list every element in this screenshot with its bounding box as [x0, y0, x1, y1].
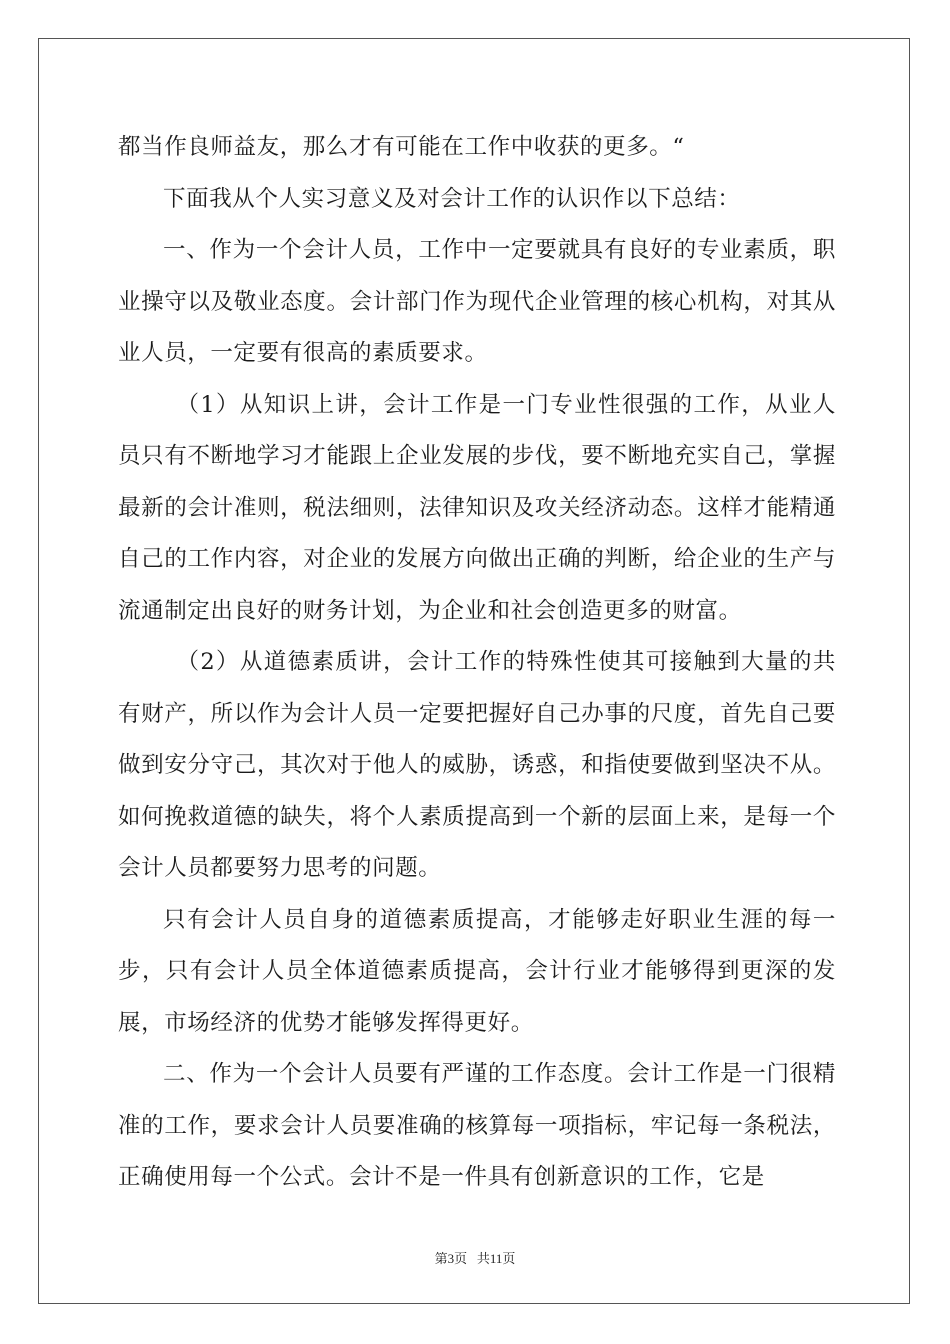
document-body [118, 122, 836, 1204]
paragraph-morality: （2）从道德素质讲，会计工作的特殊性使其可接触到大量的共有财产，所以作为会计人员一定要把握好自己办事的尺度，首先自己要做到安分守己，其次对于他人的威胁，诱惑，和指使要做到坚决不从。如何挽救道德的缺失，将个人素质提高到一个新的层面上来，是每一个会计人员都要努力思考的问题。 [118, 649, 836, 881]
page-total: 共11页 [476, 1251, 516, 1266]
paragraph-knowledge: （1）从知识上讲，会计工作是一门专业性很强的工作，从业人员只有不断地学习才能跟上企业发展的步伐，要不断地充实自己，掌握最新的会计准则，税法细则，法律知识及攻关经济动态。这样才能精通自己的工作内容，对企业的发展方向做出正确的判断，给企业的生产与流通制定出良好的财务计划，为企业和社会创造更多的财富。 [118, 391, 836, 624]
paragraph-summary-intro: 下面我从个人实习意义及对会计工作的认识作以下总结： [163, 185, 741, 212]
paragraph-section-two: 二、作为一个会计人员要有严谨的工作态度。会计工作是一门很精准的工作，要求会计人员要准确的核算每一项指标，牢记每一条税法，正确使用每一个公式。会计不是一件具有创新意识的工作，它是 [118, 1061, 836, 1190]
page-footer [0, 1248, 950, 1267]
page-number: 第3页 [434, 1251, 468, 1266]
paragraph-section-one: 一、作为一个会计人员，工作中一定要就具有良好的专业素质，职业操守以及敬业态度。会计部门作为现代企业管理的核心机构，对其从业人员，一定要有很高的素质要求。 [118, 237, 836, 366]
paragraph-career: 只有会计人员自身的道德素质提高，才能够走好职业生涯的每一步，只有会计人员全体道德素质提高，会计行业才能够得到更深的发展，市场经济的优势才能够发挥得更好。 [118, 906, 836, 1036]
paragraph-continuation: 都当作良师益友，那么才有可能在工作中收获的更多。“ [118, 134, 685, 160]
